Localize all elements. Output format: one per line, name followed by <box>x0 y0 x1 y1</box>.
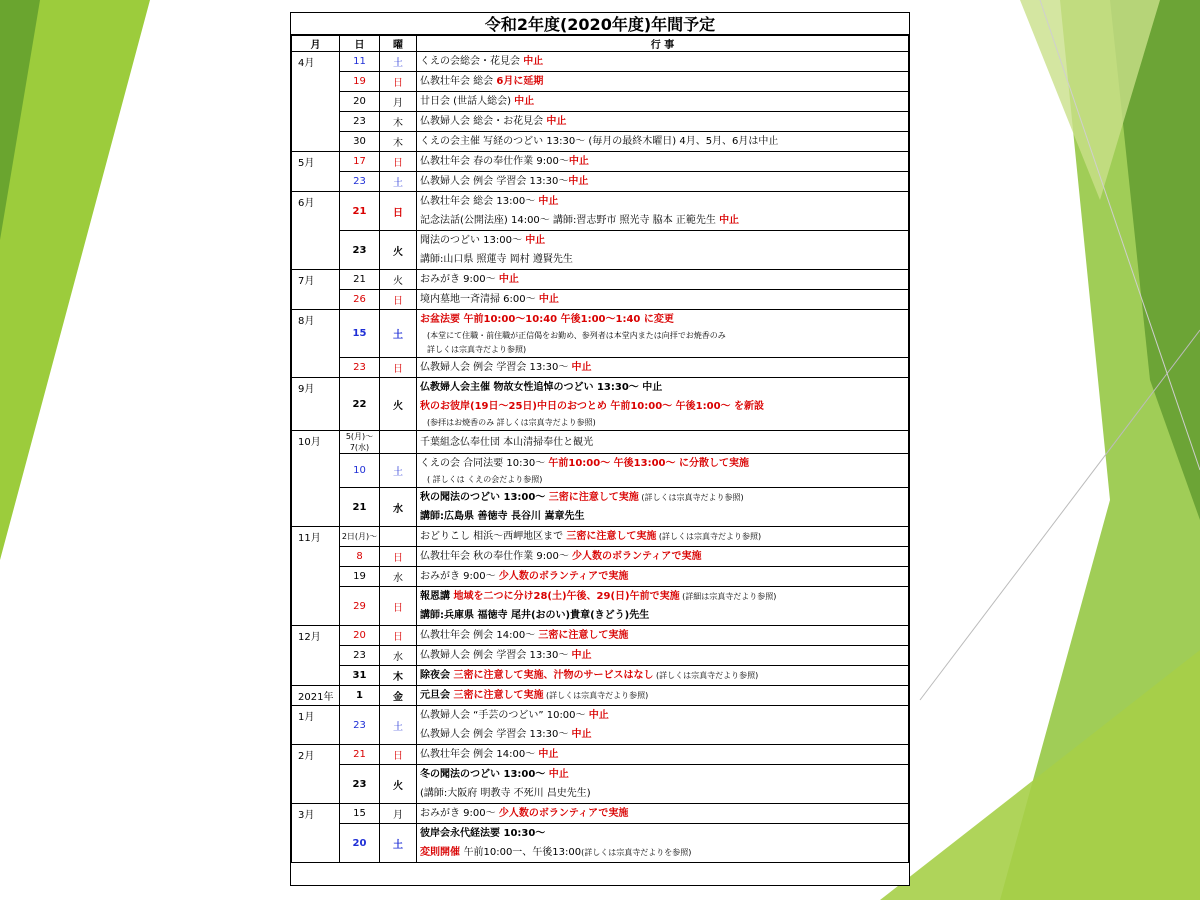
event-line <box>417 397 908 416</box>
day-cell: 23 <box>340 172 380 192</box>
events-cell <box>417 92 909 112</box>
event-line <box>417 358 908 377</box>
day-cell: 29 <box>340 587 380 626</box>
schedule-row <box>292 587 909 626</box>
status-text: 午前10:00〜 午後13:00〜 に分散して実施 <box>548 458 749 469</box>
status-text: 中止 <box>571 362 592 373</box>
status-text: 中止 <box>525 235 546 246</box>
weekday-cell: 木 <box>380 112 417 132</box>
schedule-row <box>292 686 909 706</box>
event-text: 仏教婦人会 例会 学習会 13:30〜 <box>420 362 572 373</box>
event-text: (講師:大阪府 明教寺 不死川 昌史先生) <box>420 788 591 799</box>
day-cell: 17 <box>340 152 380 172</box>
status-text: 中止 <box>538 749 559 760</box>
event-line <box>417 270 908 289</box>
status-text: 三密に注意して実施 <box>453 690 544 701</box>
green-shape-bottom <box>880 650 1200 900</box>
status-text: 三密に注意して実施、汁物のサービスはなし <box>453 670 654 681</box>
event-line <box>417 567 908 586</box>
event-line <box>417 92 908 111</box>
events-cell <box>417 765 909 804</box>
weekday-cell: 日 <box>380 72 417 92</box>
day-cell: 21 <box>340 192 380 231</box>
day-cell: 20 <box>340 824 380 863</box>
status-text: 中止 <box>498 274 519 285</box>
events-cell <box>417 152 909 172</box>
weekday-cell: 日 <box>380 152 417 172</box>
event-text: 仏教壮年会 総会 13:00〜 <box>420 196 539 207</box>
event-text: 詳しくは宗真寺だより参照) <box>427 345 527 354</box>
day-cell: 21 <box>340 488 380 527</box>
event-text: 境内墓地一斉清掃 6:00〜 <box>420 294 539 305</box>
schedule-row <box>292 745 909 765</box>
table-header-row <box>292 36 909 52</box>
day-cell: 21 <box>340 745 380 765</box>
weekday-cell: 土 <box>380 310 417 358</box>
day-cell: 19 <box>340 72 380 92</box>
event-text: (詳しくは宗真寺だより参照) <box>656 532 762 541</box>
events-cell <box>417 52 909 72</box>
event-text: 秋の聞法のつどい 13:00〜 <box>420 492 549 503</box>
schedule-row <box>292 290 909 310</box>
schedule-row <box>292 132 909 152</box>
event-text: おみがき 9:00〜 <box>420 274 499 285</box>
event-line <box>417 52 908 71</box>
events-cell <box>417 310 909 358</box>
month-cell: 8月 <box>292 310 340 378</box>
event-line <box>417 132 908 151</box>
schedule-table <box>291 35 909 863</box>
month-cell: 3月 <box>292 804 340 863</box>
event-line <box>417 416 908 430</box>
status-text: 中止 <box>538 294 559 305</box>
event-text: (詳しくは宗真寺だより参照) <box>653 671 759 680</box>
day-cell: 11 <box>340 52 380 72</box>
day-cell: 10 <box>340 454 380 488</box>
month-cell: 2月 <box>292 745 340 804</box>
day-cell: 26 <box>340 290 380 310</box>
event-line <box>417 587 908 606</box>
events-cell <box>417 454 909 488</box>
schedule-row <box>292 172 909 192</box>
schedule-row <box>292 270 909 290</box>
event-text: 千葉組念仏奉仕団 本山清掃奉仕と観光 <box>420 436 594 448</box>
day-cell: 5(月)〜7(水) <box>340 431 380 454</box>
status-text: 地域を二つに分け28(土)午後、29(日)午前で実施 <box>453 591 680 602</box>
events-cell <box>417 587 909 626</box>
event-text: ( 詳しくは くえの会だより参照) <box>427 475 543 484</box>
status-text: 中止 <box>571 650 592 661</box>
schedule-row <box>292 454 909 488</box>
status-text: 中止 <box>588 710 609 721</box>
weekday-cell: 日 <box>380 192 417 231</box>
month-cell: 6月 <box>292 192 340 270</box>
events-cell <box>417 192 909 231</box>
weekday-cell <box>380 431 417 454</box>
event-text: 仏教婦人会 例会 学習会 13:30〜 <box>420 729 572 740</box>
event-text: 冬の聞法のつどい 13:00〜 <box>420 769 549 780</box>
event-line <box>417 843 908 862</box>
schedule-row <box>292 804 909 824</box>
weekday-cell: 日 <box>380 290 417 310</box>
weekday-cell: 水 <box>380 488 417 527</box>
status-text: 変則開催 <box>420 847 464 858</box>
status-text: 中止 <box>568 156 589 167</box>
event-text: (詳しくは宗真寺だより参照) <box>543 691 649 700</box>
event-text: 仏教壮年会 秋の奉仕作業 9:00〜 <box>420 551 572 562</box>
status-text: 中止 <box>548 769 569 780</box>
events-cell <box>417 132 909 152</box>
day-cell: 20 <box>340 626 380 646</box>
status-text: 少人数のボランティアで実施 <box>498 571 629 582</box>
events-cell <box>417 290 909 310</box>
event-line <box>417 152 908 171</box>
schedule-row <box>292 488 909 527</box>
status-text: 中止 <box>538 196 559 207</box>
day-cell: 21 <box>340 270 380 290</box>
event-text: (詳細は宗真寺だより参照) <box>679 592 777 601</box>
event-text: 聞法のつどい 13:00〜 <box>420 235 526 246</box>
event-line <box>417 211 908 230</box>
header-month: 月 <box>292 36 340 52</box>
schedule-row <box>292 92 909 112</box>
events-cell <box>417 706 909 745</box>
event-line <box>417 488 908 507</box>
day-cell: 19 <box>340 567 380 587</box>
status-text: 少人数のボランティアで実施 <box>498 808 629 819</box>
header-day: 日 <box>340 36 380 52</box>
event-text: くえの会主催 写経のつどい 13:30〜 (毎月の最終木曜日) 4月、5月、6月は中止 <box>420 136 779 147</box>
events-cell <box>417 686 909 706</box>
weekday-cell: 月 <box>380 92 417 112</box>
day-cell: 31 <box>340 666 380 686</box>
event-line <box>417 527 908 546</box>
event-line <box>417 745 908 764</box>
day-cell: 23 <box>340 646 380 666</box>
day-cell: 23 <box>340 358 380 378</box>
event-text: 仏教壮年会 春の奉仕作業 9:00〜 <box>420 156 569 167</box>
schedule-row <box>292 547 909 567</box>
event-text: 仏教婦人会 “手芸のつどい” 10:00〜 <box>420 710 589 721</box>
event-line <box>417 646 908 665</box>
month-cell: 4月 <box>292 52 340 152</box>
event-text: 仏教婦人会主催 物故女性追悼のつどい 13:30〜 中止 <box>420 382 663 393</box>
day-cell: 23 <box>340 112 380 132</box>
weekday-cell: 火 <box>380 765 417 804</box>
events-cell <box>417 567 909 587</box>
event-line <box>417 507 908 526</box>
event-line <box>417 765 908 784</box>
weekday-cell: 水 <box>380 567 417 587</box>
event-text: 講師:広島県 善徳寺 長谷川 嵩章先生 <box>420 511 585 522</box>
status-text: 中止 <box>546 116 567 127</box>
month-cell: 10月 <box>292 431 340 527</box>
weekday-cell: 火 <box>380 270 417 290</box>
event-line <box>417 343 908 357</box>
event-line <box>417 706 908 725</box>
event-text: 仏教婦人会 例会 学習会 13:30〜 <box>420 650 572 661</box>
event-line <box>417 824 908 843</box>
day-cell: 20 <box>340 92 380 112</box>
event-line <box>417 433 908 452</box>
weekday-cell: 金 <box>380 686 417 706</box>
schedule-row <box>292 706 909 745</box>
status-text: お盆法要 午前10:00〜10:40 午後1:00〜1:40 に変更 <box>420 314 674 325</box>
events-cell <box>417 358 909 378</box>
schedule-row <box>292 824 909 863</box>
status-text: 三密に注意して実施 <box>548 492 639 503</box>
weekday-cell: 土 <box>380 706 417 745</box>
event-text: 仏教婦人会 例会 学習会 13:30〜 <box>420 176 569 187</box>
event-text: くえの会 合同法要 10:30〜 <box>420 458 549 469</box>
event-text: 講師:山口県 照蓮寺 岡村 遵賢先生 <box>420 254 573 265</box>
status-text: 少人数のボランティアで実施 <box>572 551 702 562</box>
weekday-cell: 日 <box>380 587 417 626</box>
weekday-cell: 日 <box>380 358 417 378</box>
event-line <box>417 686 908 705</box>
event-text: 午前10:00一、午後13:00 <box>463 847 582 858</box>
month-cell: 11月 <box>292 527 340 626</box>
event-line <box>417 626 908 645</box>
weekday-cell: 土 <box>380 824 417 863</box>
event-line <box>417 804 908 823</box>
event-line <box>417 192 908 211</box>
schedule-row <box>292 378 909 431</box>
status-text: 中止 <box>719 215 740 226</box>
schedule-row <box>292 52 909 72</box>
day-cell: 8 <box>340 547 380 567</box>
weekday-cell: 土 <box>380 172 417 192</box>
header-weekday: 曜 <box>380 36 417 52</box>
event-text: (詳しくは宗真寺だよりを参照) <box>581 848 692 857</box>
events-cell <box>417 378 909 431</box>
event-line <box>417 378 908 397</box>
event-line <box>417 454 908 473</box>
month-cell: 1月 <box>292 706 340 745</box>
annual-schedule-document <box>290 12 910 886</box>
event-line <box>417 784 908 803</box>
weekday-cell: 土 <box>380 454 417 488</box>
schedule-row <box>292 152 909 172</box>
day-cell: 23 <box>340 231 380 270</box>
event-line <box>417 666 908 685</box>
events-cell <box>417 745 909 765</box>
event-text: 廿日会 (世話人総会) <box>420 96 515 107</box>
weekday-cell: 水 <box>380 646 417 666</box>
status-text: 中止 <box>523 56 544 67</box>
schedule-row <box>292 431 909 454</box>
schedule-row <box>292 231 909 270</box>
event-text: 仏教壮年会 例会 14:00〜 <box>420 749 539 760</box>
event-text: (詳しくは宗真寺だより参照) <box>638 493 744 502</box>
event-line <box>417 725 908 744</box>
status-text: 秋のお彼岸(19日〜25日)中日のおつとめ 午前10:00〜 午後1:00〜 を新設 <box>420 401 765 412</box>
event-line <box>417 72 908 91</box>
events-cell <box>417 626 909 646</box>
events-cell <box>417 172 909 192</box>
status-text: 中止 <box>571 729 592 740</box>
document-title: 令和2年度(2020年度)年間予定 <box>291 13 909 35</box>
event-line <box>417 172 908 191</box>
events-cell <box>417 431 909 454</box>
schedule-row <box>292 626 909 646</box>
event-line <box>417 250 908 269</box>
schedule-row <box>292 358 909 378</box>
event-text: (参拝はお焼香のみ 詳しくは宗真寺だより参照) <box>427 418 596 427</box>
event-text: 元旦会 <box>420 690 454 701</box>
event-text: 仏教壮年会 例会 14:00〜 <box>420 630 539 641</box>
event-text: 講師:兵庫県 福徳寺 尾井(おのい)貴章(きどう)先生 <box>420 610 650 621</box>
schedule-row <box>292 646 909 666</box>
event-line <box>417 547 908 566</box>
events-cell <box>417 804 909 824</box>
month-cell: 2021年 <box>292 686 340 706</box>
day-cell: 23 <box>340 765 380 804</box>
events-cell <box>417 527 909 547</box>
event-line <box>417 112 908 131</box>
event-text: おどりこし 相浜〜西岬地区まで <box>420 531 567 542</box>
event-text: 仏教婦人会 総会・お花見会 <box>420 116 547 127</box>
day-cell: 15 <box>340 804 380 824</box>
weekday-cell: 木 <box>380 132 417 152</box>
weekday-cell: 日 <box>380 745 417 765</box>
events-cell <box>417 72 909 92</box>
day-cell: 30 <box>340 132 380 152</box>
weekday-cell: 火 <box>380 378 417 431</box>
event-text: おみがき 9:00〜 <box>420 808 499 819</box>
day-cell: 2日(月)〜 <box>340 527 380 547</box>
weekday-cell: 日 <box>380 626 417 646</box>
schedule-row <box>292 527 909 547</box>
month-cell: 7月 <box>292 270 340 310</box>
schedule-row <box>292 666 909 686</box>
status-text: 中止 <box>514 96 535 107</box>
status-text: 三密に注意して実施 <box>566 531 657 542</box>
event-text: (本堂にて住職・前住職が正信偈をお勤め、参列者は本堂内または向拝でお焼香のみ <box>427 331 726 340</box>
schedule-row <box>292 567 909 587</box>
day-cell: 15 <box>340 310 380 358</box>
events-cell <box>417 646 909 666</box>
day-cell: 22 <box>340 378 380 431</box>
events-cell <box>417 547 909 567</box>
weekday-cell: 月 <box>380 804 417 824</box>
month-cell: 12月 <box>292 626 340 686</box>
header-events: 行 事 <box>417 36 909 52</box>
month-cell: 9月 <box>292 378 340 431</box>
event-text: くえの会総会・花見会 <box>420 56 524 67</box>
day-cell: 1 <box>340 686 380 706</box>
event-line <box>417 329 908 343</box>
event-line <box>417 473 908 487</box>
day-cell: 23 <box>340 706 380 745</box>
event-text: 彼岸会永代経法要 10:30〜 <box>420 828 546 839</box>
weekday-cell: 火 <box>380 231 417 270</box>
events-cell <box>417 666 909 686</box>
schedule-row <box>292 310 909 358</box>
schedule-row <box>292 112 909 132</box>
event-line <box>417 606 908 625</box>
events-cell <box>417 270 909 290</box>
events-cell <box>417 488 909 527</box>
weekday-cell: 土 <box>380 52 417 72</box>
event-text: 記念法話(公開法座) 14:00〜 講師:習志野市 照光寺 脇本 正範先生 <box>420 215 720 226</box>
schedule-row <box>292 192 909 231</box>
event-text: 報恩講 <box>420 591 454 602</box>
status-text: 三密に注意して実施 <box>538 630 629 641</box>
schedule-row <box>292 765 909 804</box>
schedule-rows <box>292 52 909 863</box>
month-cell: 5月 <box>292 152 340 192</box>
status-text: 中止 <box>568 176 589 187</box>
events-cell <box>417 112 909 132</box>
event-text: おみがき 9:00〜 <box>420 571 499 582</box>
weekday-cell: 日 <box>380 547 417 567</box>
weekday-cell: 木 <box>380 666 417 686</box>
event-line <box>417 231 908 250</box>
event-text: 仏教壮年会 総会 <box>420 76 497 87</box>
event-line <box>417 290 908 309</box>
events-cell <box>417 231 909 270</box>
event-text: 除夜会 <box>420 670 454 681</box>
event-line <box>417 310 908 329</box>
weekday-cell <box>380 527 417 547</box>
status-text: 6月に延期 <box>496 76 544 87</box>
events-cell <box>417 824 909 863</box>
schedule-row <box>292 72 909 92</box>
